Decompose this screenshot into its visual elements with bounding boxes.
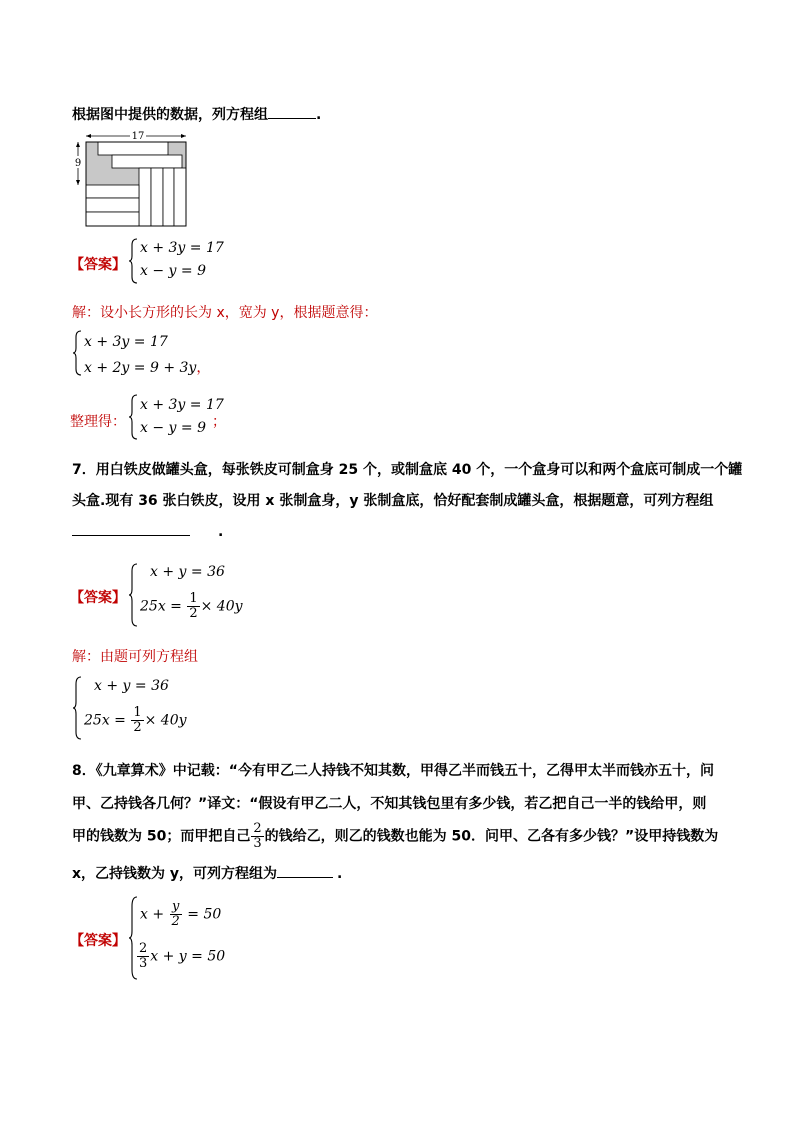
- s6-intro: 解：设小长方形的长为 x，宽为 y，根据题意得：: [72, 305, 378, 321]
- a8-eq1-num: y: [170, 900, 182, 915]
- s7-frac-num: 1: [133, 705, 142, 720]
- s7-frac-den: 2: [133, 720, 142, 735]
- a7-eq1: x + y = 36: [150, 564, 225, 580]
- a7-frac-den: 2: [189, 606, 198, 621]
- s7-intro: 解：由题可列方程组: [72, 649, 198, 665]
- q8-blank: [277, 877, 333, 878]
- vertical-strip-4: [174, 168, 186, 226]
- second-strip: [112, 155, 182, 168]
- a6-eq1: x + 3y = 17: [140, 240, 224, 256]
- answer-tag-7: 【答案】: [70, 590, 126, 606]
- s6-eq2-text: x + 2y = 9 + 3y: [84, 360, 197, 376]
- a8-eq1-left: x +: [140, 906, 169, 923]
- a8-eq1-den: 2: [171, 914, 180, 929]
- q8-line2: 甲、乙持钱各几何？”译文：“假设有甲乙二人，不知其钱包里有多少钱，若乙把自己一半的钱给甲，则: [72, 796, 707, 812]
- width-arrow-left-head: [86, 134, 91, 138]
- brace-a6: [128, 238, 138, 284]
- a8-eq1-right: = 50: [182, 906, 222, 923]
- s7-eq2-left: 25x =: [84, 712, 131, 729]
- answer-tag-6: 【答案】: [70, 257, 126, 273]
- width-label: 17: [131, 131, 145, 142]
- width-arrow-right-head: [181, 134, 186, 138]
- q8-line3: [72, 822, 718, 851]
- q7-blank: [72, 535, 190, 536]
- q8-period: .: [337, 866, 343, 882]
- brace-s7: [72, 676, 82, 740]
- vertical-strip-1: [139, 168, 151, 226]
- height-arrow-top-head: [76, 142, 80, 147]
- a8-eq2-fraction: [137, 942, 149, 971]
- q6-stem-text: 根据图中提供的数据，列方程组: [72, 107, 268, 123]
- rectangle-figure: [74, 130, 190, 230]
- answer-tag-8: 【答案】: [70, 933, 126, 949]
- bottom-strip-3: [86, 212, 139, 226]
- s7-fraction: [131, 706, 143, 735]
- s7-eq1: x + y = 36: [94, 678, 169, 694]
- brace-s6-tidy: [128, 394, 138, 440]
- q7-blank-line: [72, 524, 223, 540]
- s6-eq2: [84, 357, 210, 377]
- s7-eq2-right: × 40y: [144, 712, 187, 729]
- q6-blank: [268, 118, 316, 119]
- a8-eq2-right: x + y = 50: [150, 948, 226, 965]
- vertical-strip-3: [163, 168, 174, 226]
- q8-line4-text: x，乙持钱数为 y，可列方程组为: [72, 866, 278, 882]
- q6-period: .: [316, 107, 322, 123]
- s6-tidy-eq1: x + 3y = 17: [140, 397, 224, 413]
- q8-line1: 8．《九章算术》中记载：“今有甲乙二人持钱不知其数，甲得乙半而钱五十，乙得甲太半而钱亦五十，问: [72, 763, 714, 779]
- q8-line3-a: 甲的钱数为 50；而甲把自己: [72, 828, 251, 845]
- a8-eq1-fraction: [170, 900, 182, 929]
- q7-period: .: [218, 524, 224, 540]
- a7-eq2-right: × 40y: [200, 598, 243, 615]
- a7-eq2: [140, 592, 243, 621]
- brace-a7: [128, 563, 138, 627]
- vertical-strip-2: [151, 168, 163, 226]
- s6-tidy-label: 整理得：: [70, 414, 126, 430]
- a8-eq1: [140, 900, 221, 929]
- s6-eq1: x + 3y = 17: [84, 334, 168, 350]
- bottom-strip-1: [86, 185, 139, 198]
- top-strip: [98, 142, 168, 155]
- q7-line2: 头盒.现有 36 张白铁皮，设用 x 张制盒身，y 张制盒底，恰好配套制成罐头盒，根据题意，可列方程组: [72, 493, 714, 509]
- brace-s6: [72, 330, 82, 376]
- a8-eq2: [136, 942, 225, 971]
- height-label: 9: [74, 158, 82, 169]
- q8-frac-den: 3: [253, 836, 262, 851]
- s6-tidy-tail: ；: [212, 414, 226, 430]
- height-arrow-bottom-head: [76, 180, 80, 185]
- q8-frac-num: 2: [253, 821, 262, 836]
- q8-line3-b: 的钱给乙，则乙的钱数也能为 50．问甲、乙各有多少钱？”设甲持钱数为: [264, 828, 719, 845]
- a7-eq2-left: 25x =: [140, 598, 187, 615]
- a8-eq2-num: 2: [139, 941, 148, 956]
- q8-line4: [72, 863, 342, 883]
- q8-fraction: [251, 822, 263, 851]
- s6-tidy-eq2: x − y = 9: [140, 420, 206, 436]
- a7-frac-num: 1: [189, 591, 198, 606]
- q7-line1: 7．用白铁皮做罐头盒，每张铁皮可制盒身 25 个，或制盒底 40 个，一个盒身可以和两个盒底可制成一个罐: [72, 462, 743, 478]
- bottom-strip-2: [86, 198, 139, 212]
- s6-tail: ，: [196, 360, 211, 376]
- a7-fraction: [187, 592, 199, 621]
- q6-stem: [72, 104, 321, 124]
- a8-eq2-den: 3: [139, 956, 148, 971]
- s7-eq2: [84, 706, 187, 735]
- a6-eq2: x − y = 9: [140, 263, 206, 279]
